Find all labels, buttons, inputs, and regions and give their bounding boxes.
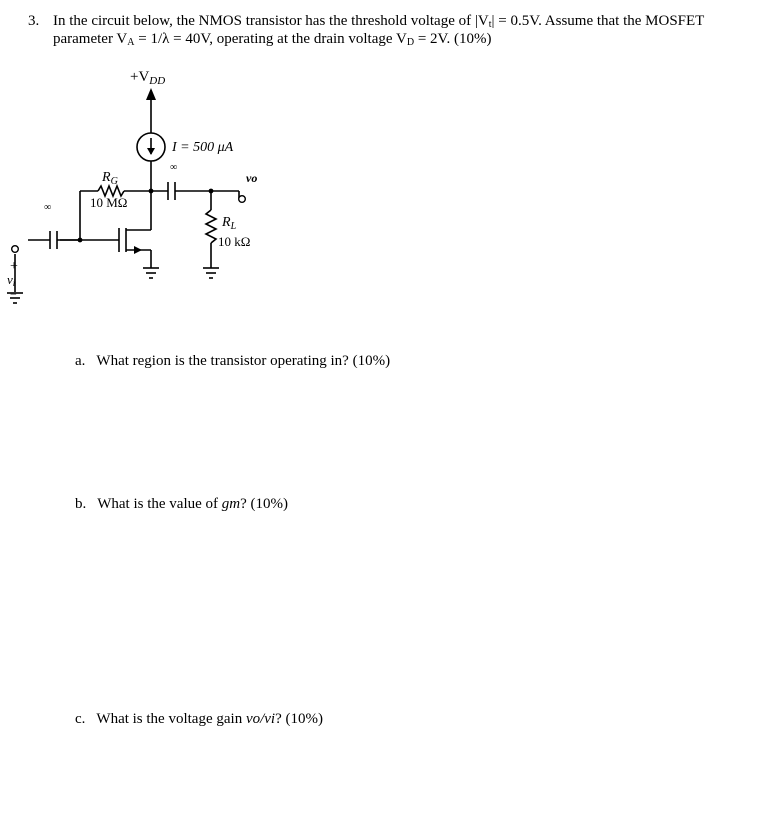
- gate-node: [78, 238, 83, 243]
- cap1-infinity: ∞: [44, 202, 52, 213]
- question-a: [75, 352, 390, 370]
- ground-load: [203, 268, 219, 278]
- question-c-letter: c.: [75, 711, 86, 727]
- drain-node: [149, 189, 154, 194]
- vi-label: vi: [7, 272, 16, 288]
- vo-terminal: [239, 196, 246, 203]
- vdd-arrow-icon: [146, 88, 156, 100]
- rg-label: $R_G$: [102, 170, 118, 187]
- question-b-var: gm: [221, 496, 241, 512]
- problem-line-1-part-1: In the circuit below, the NMOS transistor has the threshold voltage of |V: [53, 13, 489, 29]
- problem-line-2-part-2: = 1/λ = 40V, operating at the drain voltage V: [134, 31, 407, 47]
- vi-plus: +: [10, 259, 18, 274]
- cap2-infinity: ∞: [170, 162, 178, 173]
- problem-number: 3.: [28, 13, 40, 29]
- question-a-letter: a.: [75, 353, 86, 369]
- current-arrow-icon: [147, 148, 155, 155]
- vd-subscript: D: [406, 37, 415, 48]
- rg-value: 10 MΩ: [90, 195, 128, 210]
- vi-terminal: [12, 246, 19, 253]
- question-c-var: vo/vi: [245, 711, 276, 727]
- question-c-post: ? (10%): [275, 711, 324, 727]
- ground-source: [143, 268, 159, 278]
- vi-minus: −: [10, 287, 17, 301]
- rl-resistor: [206, 210, 216, 243]
- rl-value: 10 kΩ: [218, 234, 251, 249]
- question-b: [75, 495, 288, 513]
- question-b-post: ? (10%): [240, 496, 289, 512]
- current-label: I = 500 μA: [172, 140, 234, 155]
- problem-line-2-part-1: parameter V: [53, 31, 128, 47]
- vdd-label: $+V_{DD}$: [130, 69, 166, 87]
- vo-label: vo: [246, 171, 258, 185]
- output-node: [209, 189, 214, 194]
- question-c-pre: What is the voltage gain: [96, 711, 246, 727]
- question-b-pre: What is the value of: [97, 496, 222, 512]
- vt-subscript: t: [488, 19, 492, 30]
- question-a-text: What region is the transistor operating in? (10%): [96, 353, 391, 369]
- circuit-diagram: [0, 0, 765, 330]
- rl-label: $R_L$: [222, 215, 237, 232]
- question-c: [75, 710, 323, 728]
- problem-line-2-part-3: = 2V. (10%): [414, 31, 492, 47]
- question-b-letter: b.: [75, 496, 87, 512]
- mosfet-arrow-icon: [134, 246, 142, 254]
- problem-line-1-part-2: | = 0.5V. Assume that the MOSFET: [491, 13, 705, 29]
- va-subscript: A: [127, 37, 135, 48]
